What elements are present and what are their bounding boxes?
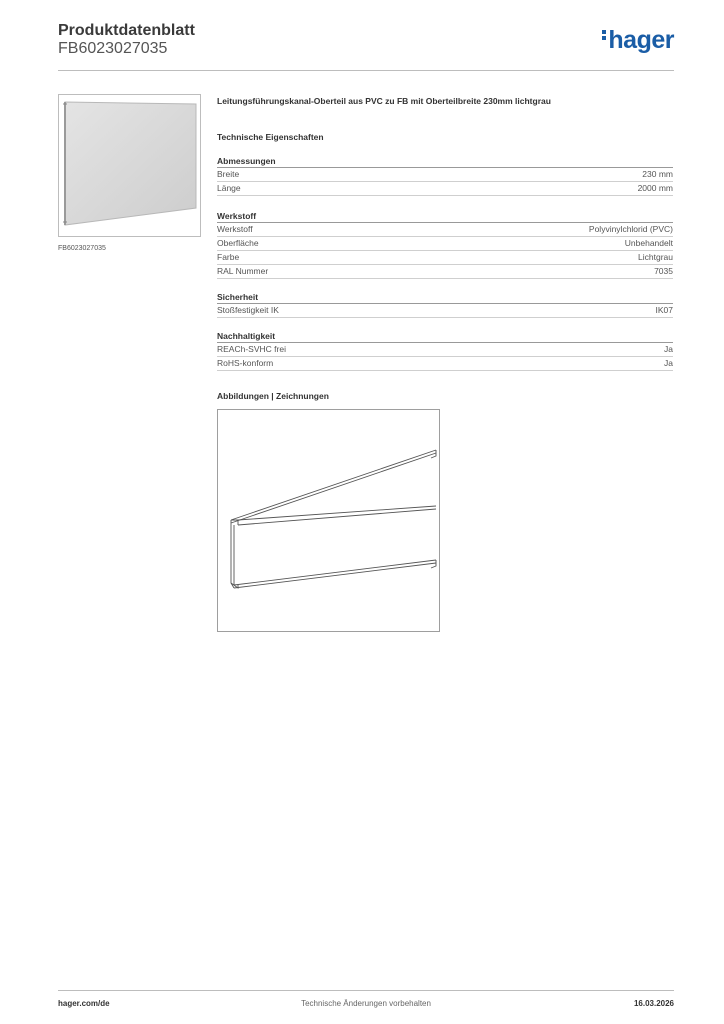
duct-cover-drawing xyxy=(218,410,439,631)
spec-value: Ja xyxy=(664,344,673,354)
spec-value: Polyvinylchlorid (PVC) xyxy=(588,224,673,234)
document-code: FB6023027035 xyxy=(58,40,168,57)
spec-value: 2000 mm xyxy=(637,183,673,193)
spec-row xyxy=(217,223,673,237)
spec-label: RoHS-konform xyxy=(217,358,274,368)
page-header xyxy=(58,22,674,71)
footer-date: 16.03.2026 xyxy=(633,999,674,1008)
product-details xyxy=(217,96,673,632)
hager-logo xyxy=(602,26,674,55)
spec-value: Ja xyxy=(664,358,673,368)
footer-notice: Technische Änderungen vorbehalten xyxy=(301,999,431,1008)
spec-label: RAL Nummer xyxy=(217,266,269,276)
document-title: Produktdatenblatt xyxy=(58,22,195,39)
logo-dots-icon xyxy=(602,30,606,42)
spec-row xyxy=(217,168,673,182)
drawings-heading: Abbildungen | Zeichnungen xyxy=(217,391,329,401)
technical-drawing xyxy=(217,409,440,632)
spec-value: Lichtgrau xyxy=(638,252,673,262)
logo-text: hager xyxy=(608,26,674,54)
spec-value: IK07 xyxy=(655,305,673,315)
section-heading-material: Werkstoff xyxy=(217,210,673,223)
spec-label: Breite xyxy=(217,169,240,179)
page-footer xyxy=(58,990,674,1011)
spec-row xyxy=(217,357,673,371)
footer-website-link[interactable]: hager.com/de xyxy=(58,999,110,1008)
spec-label: REACh-SVHC frei xyxy=(217,344,286,354)
spec-row xyxy=(217,237,673,251)
spec-value: Unbehandelt xyxy=(624,238,673,248)
product-panel-image xyxy=(59,95,200,236)
spec-row xyxy=(217,251,673,265)
section-heading-safety: Sicherheit xyxy=(217,291,673,304)
spec-value: 7035 xyxy=(654,266,673,276)
spec-row xyxy=(217,265,673,279)
section-heading-dimensions: Abmessungen xyxy=(217,155,673,168)
spec-row xyxy=(217,343,673,357)
section-heading-sustainability: Nachhaltigkeit xyxy=(217,330,673,343)
spec-label: Länge xyxy=(217,183,241,193)
spec-label: Stoßfestigkeit IK xyxy=(217,305,279,315)
product-title: Leitungsführungskanal-Oberteil aus PVC zu FB mit Oberteilbreite 230mm lichtgrau xyxy=(217,96,551,106)
product-thumbnail xyxy=(58,94,201,237)
spec-row xyxy=(217,304,673,318)
spec-row xyxy=(217,182,673,196)
spec-value: 230 mm xyxy=(642,169,673,179)
thumbnail-caption: FB6023027035 xyxy=(58,245,106,252)
technical-properties-heading: Technische Eigenschaften xyxy=(217,132,324,142)
spec-label: Werkstoff xyxy=(217,224,253,234)
spec-label: Oberfläche xyxy=(217,238,259,248)
spec-label: Farbe xyxy=(217,252,240,262)
